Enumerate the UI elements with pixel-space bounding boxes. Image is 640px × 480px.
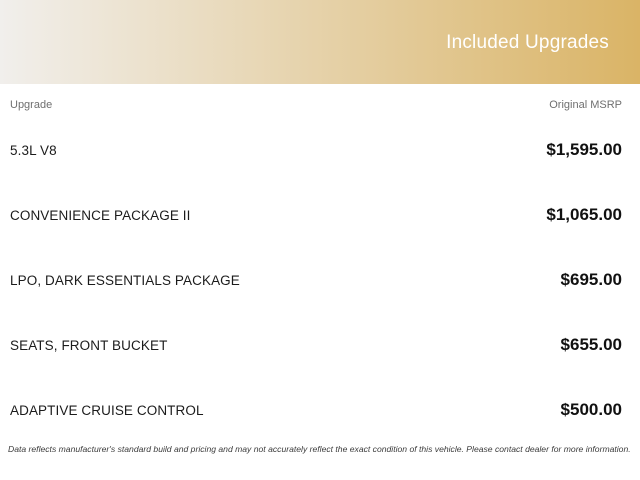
upgrade-price: $695.00 — [560, 270, 622, 289]
upgrade-price: $1,595.00 — [546, 140, 622, 159]
upgrade-price: $500.00 — [560, 400, 622, 419]
upgrade-name: CONVENIENCE PACKAGE II — [10, 208, 191, 223]
table-row — [10, 139, 622, 161]
upgrade-price: $655.00 — [560, 335, 622, 354]
column-header-upgrade: Upgrade — [10, 99, 53, 111]
column-header-msrp: Original MSRP — [549, 99, 622, 111]
page-title: Included Upgrades — [446, 31, 609, 53]
table-row — [10, 334, 622, 356]
upgrade-name: SEATS, FRONT BUCKET — [10, 338, 168, 353]
table-row — [10, 269, 622, 291]
table-row — [10, 204, 622, 226]
upgrade-name: ADAPTIVE CRUISE CONTROL — [10, 403, 204, 418]
table-header-row — [10, 98, 622, 112]
table-row — [10, 399, 622, 421]
upgrade-price: $1,065.00 — [546, 205, 622, 224]
upgrade-name: LPO, DARK ESSENTIALS PACKAGE — [10, 273, 240, 288]
disclaimer-text: Data reflects manufacturer's standard build and pricing and may not accurately reflect the exact condition of this vehicle. Please contact dealer for more information. — [8, 444, 631, 454]
panel-header-band — [0, 0, 640, 84]
upgrade-name: 5.3L V8 — [10, 143, 57, 158]
